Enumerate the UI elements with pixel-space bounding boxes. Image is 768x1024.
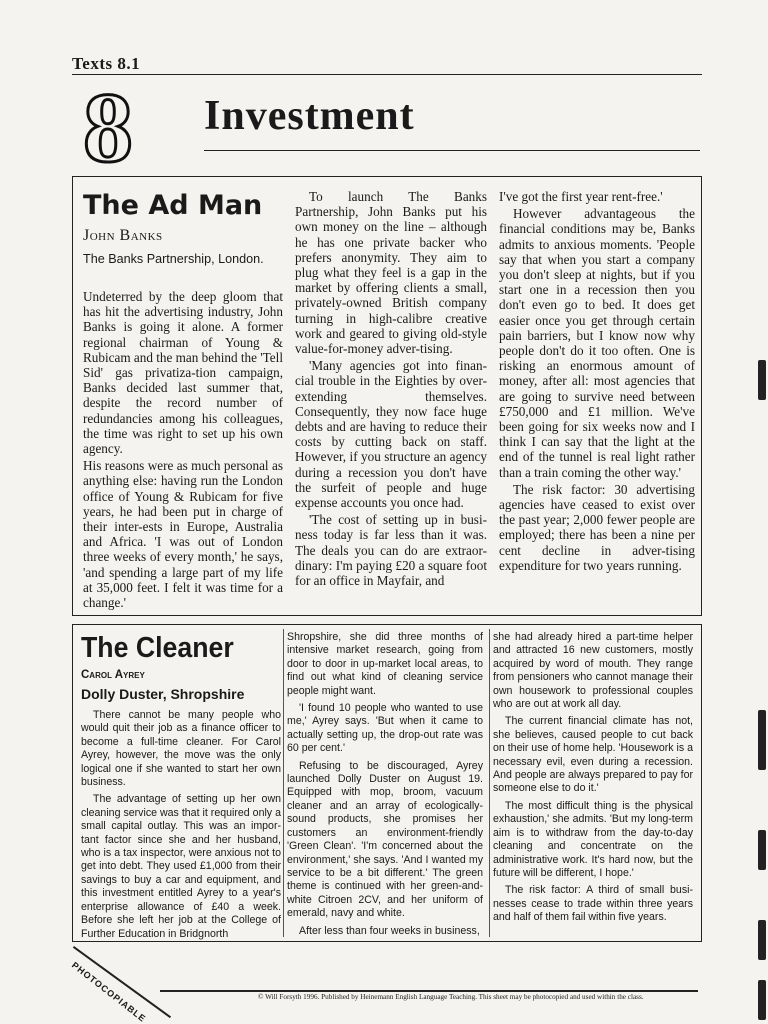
cleaner-article (72, 624, 702, 942)
paragraph: After less than four weeks in business, (299, 924, 480, 937)
paragraph: Shropshire, she did three months of intensive market research, going from door to door in up-market local areas, to find out what kind of cleaning service people might want. (287, 631, 483, 697)
chapter-number: 8 (83, 72, 133, 183)
paragraph: However advantageous the financial conditions may be, Banks admits to anxious moments. 'People say that when you start a company you don't sleep at nights, but if you start one in a recession then you don't even go to bed. It does get easier once you get through certain pain barriers, but I know now why people don't do it too often. One is risking an enormous amount of money, after all: most agencies that are going to survive need between £750,000 and £1 million. We've been going for six weeks now and I think I can say that the light at the end of the tunnel is real light rather than a train coming the other way.' (499, 206, 695, 480)
paragraph: There cannot be many people who would quit their job as a finance officer to become a full-time cleaner. For Carol Ayrey, however, the move was the only logical one if she wanted to start her own business. (81, 709, 281, 789)
paragraph: Undeterred by the deep gloom that has hit the advertising industry, John Banks is going it alone. A former regional chairman of Young & Rubicam and the man behind the 'Tell Sid' gas privatiza-tion campaign, Banks decided last summer that, despite the record number of redundancies among his colleagues, the time was right to set up his own agency. (83, 289, 283, 457)
footer-rule (160, 990, 698, 992)
binding-edge-mark (758, 360, 766, 400)
paragraph: The most difficult thing is the physical exhaustion,' she admits. 'But my long-term aim is to withdraw from the day-to-day cleaning and concentrate on the administrative work. It's hard now, but the future will be different, I hope.' (493, 799, 693, 879)
header-rule (72, 74, 702, 75)
adman-column-2 (295, 189, 487, 590)
title-rule (204, 150, 700, 151)
paragraph: 'Many agencies got into finan-cial trouble in the Eighties by over-extending themselves. Consequently, they now face huge debts and are having to reduce their costs by cutting back on staff. However, if you structure an agency during a recession you don't have the surfeit of people and huge expense accounts you once had. (295, 358, 487, 511)
article-author: John Banks (83, 227, 163, 244)
paragraph: The advantage of setting up her own cleaning service was that it required only a small capital outlay. This was an impor-tant factor since she and her husband, who is a tax inspector, were anxious not to get into debt. They used £1,000 from their savings to buy a car and equipment, and this investment entitled Ayrey to a year's enterprise allowance of £40 a week. Before she left her job at the College of Further Education in Bridgnorth (81, 793, 281, 940)
binding-edge-mark (758, 980, 766, 1020)
paragraph: The risk factor: 30 advertising agencies have ceased to exist over the past year; 2,000 fewer people are employed; there has been a nine per cent decline in adver-tising expenditure for two years running. (499, 481, 695, 573)
cleaner-column-3 (493, 631, 693, 929)
paragraph: His reasons were as much personal as anything else: having run the London office of Young & Rubicam for five years, he had been put in charge of their inter-ests in Europe, Australia and Africa. 'I was out of London three weeks of every month,' he says, 'and spending a large part of my life at 35,000 feet. I felt it was time for a change.' (83, 458, 283, 611)
binding-edge-mark (758, 710, 766, 770)
cleaner-column-2 (287, 631, 483, 942)
article-title: The Cleaner (81, 632, 234, 664)
photocopiable-stamp: PHOTOCOPIABLE (69, 960, 148, 1024)
paragraph: I've got the first year rent-free.' (499, 189, 663, 204)
paragraph: The risk factor: A third of small busi-nesses cease to trade within three years and half of them fail within five years. (493, 884, 693, 924)
column-divider (489, 629, 490, 937)
article-company: The Banks Partnership, London. (83, 252, 264, 266)
column-divider (283, 629, 284, 937)
adman-column-3 (499, 189, 695, 575)
article-company: Dolly Duster, Shropshire (81, 686, 245, 702)
adman-article (72, 176, 702, 616)
article-title: The Ad Man (83, 190, 263, 221)
paragraph: Refusing to be discouraged, Ayrey launched Dolly Duster on August 19. Equipped with mop, broom, vacuum cleaner and an array of ecologically-sound products, she promises her customers an environment-friendly 'Green Clean'. 'I'm concerned about the environment,' she says. 'And I wanted my service to be a bit different.' The green theme is continued with her green-and-white Citroen 2CV, and her uniform of emerald, navy and white. (287, 759, 483, 920)
copyright-note: © Will Forsyth 1996. Published by Heinemann English Language Teaching. This sheet may be photocopied and used within the class. (258, 993, 644, 1001)
binding-edge-mark (758, 830, 766, 870)
chapter-title: Investment (204, 93, 415, 139)
cleaner-column-1 (81, 631, 281, 945)
paragraph: she had already hired a part-time helper and attracted 16 new customers, mostly acquired by word of mouth. They range from pensioners who cannot manage their own housework to professional couples who are out at work all day. (493, 631, 693, 711)
paragraph: 'The cost of setting up in busi-ness today is far less than it was. The deals you can do are extraor-dinary: I'm paying £20 a square foot for an office in Mayfair, and (295, 512, 487, 589)
paragraph: To launch The Banks Partnership, John Banks put his own money on the line – although he has one private backer who prefers anonymity. They aim to plug what they feel is a gap in the market by offering clients a small, privately-owned British company turning in high-calibre creative work and geared to giving old-style value-for-money adver-tising. (295, 189, 487, 357)
paragraph: The current financial climate has not, she believes, caused people to cut back on their use of home help. 'Housework is a necessary evil, even during a recession. And people are always prepared to pay for someone else to do it.' (493, 715, 693, 795)
article-author: Carol Ayrey (81, 669, 145, 681)
adman-column-1 (83, 189, 283, 612)
section-label: Texts 8.1 (72, 54, 141, 73)
paragraph: 'I found 10 people who wanted to use me,' Ayrey says. 'But when it came to actually setting up, the drop-out rate was 60 per cent.' (287, 702, 483, 755)
binding-edge-mark (758, 920, 766, 960)
